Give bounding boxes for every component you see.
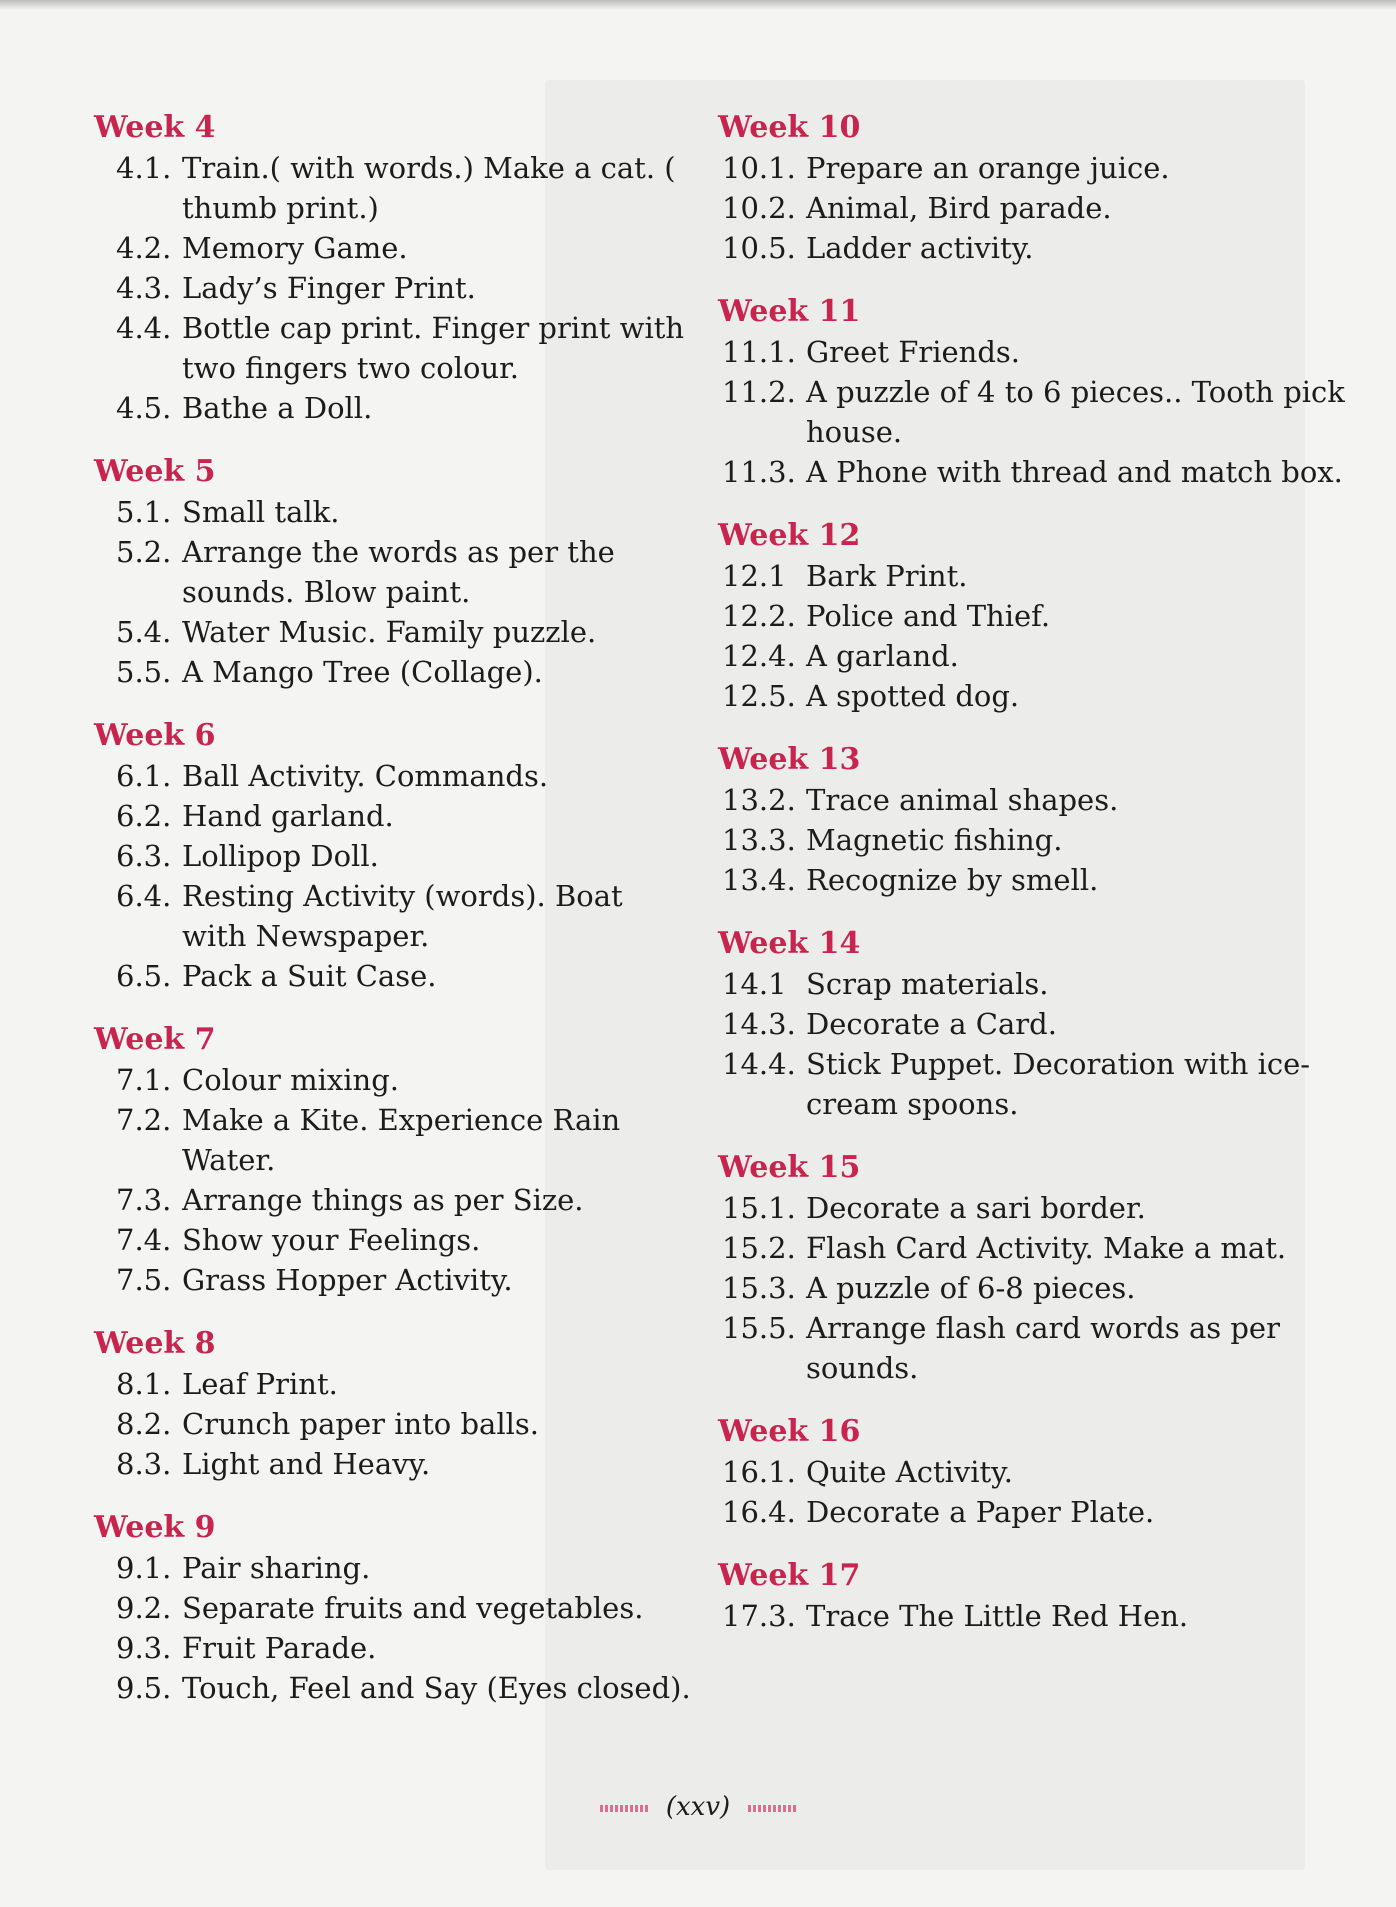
activity-number: 16.4. bbox=[722, 1495, 796, 1529]
activity-item bbox=[718, 556, 1358, 596]
activity-number: 4.3. bbox=[116, 271, 172, 305]
activity-text: Fruit Parade. bbox=[182, 1631, 377, 1665]
activity-number: 12.1 bbox=[722, 559, 787, 593]
activity-text: A Mango Tree (Collage). bbox=[182, 655, 543, 689]
footer-ornament-right bbox=[748, 1805, 796, 1812]
activity-text: Water Music. Family puzzle. bbox=[182, 615, 597, 649]
activity-item bbox=[94, 652, 694, 692]
activity-number: 14.1 bbox=[722, 967, 787, 1001]
week-title: Week 7 bbox=[94, 1022, 216, 1057]
week-title: Week 13 bbox=[718, 742, 861, 777]
activity-number: 15.5. bbox=[722, 1311, 796, 1345]
activity-item bbox=[94, 532, 694, 612]
activity-item bbox=[94, 148, 694, 228]
week-section bbox=[94, 718, 694, 996]
activity-item bbox=[718, 452, 1358, 492]
activity-number: 5.5. bbox=[116, 655, 172, 689]
activity-text: Make a Kite. Experience Rain Water. bbox=[182, 1103, 621, 1177]
activity-number: 9.5. bbox=[116, 1671, 172, 1705]
activity-text: A garland. bbox=[806, 639, 959, 673]
activity-text: Ball Activity. Commands. bbox=[182, 759, 549, 793]
activity-text: Hand garland. bbox=[182, 799, 394, 833]
activity-item bbox=[94, 1588, 694, 1628]
activity-number: 11.2. bbox=[722, 375, 796, 409]
activity-text: Resting Activity (words). Boat with Newspaper. bbox=[182, 879, 623, 953]
activity-text: Arrange the words as per the sounds. Blow paint. bbox=[182, 535, 615, 609]
footer-ornament-left bbox=[600, 1805, 648, 1812]
activity-text: Light and Heavy. bbox=[182, 1447, 431, 1481]
week-section bbox=[718, 110, 1358, 268]
activity-text: Magnetic fishing. bbox=[806, 823, 1063, 857]
activity-number: 10.2. bbox=[722, 191, 796, 225]
activity-item bbox=[718, 964, 1358, 1004]
activity-text: Quite Activity. bbox=[806, 1455, 1013, 1489]
activity-text: Stick Puppet. Decoration with ice-cream spoons. bbox=[806, 1047, 1311, 1121]
week-section bbox=[718, 926, 1358, 1124]
activity-item bbox=[94, 1548, 694, 1588]
activity-number: 12.5. bbox=[722, 679, 796, 713]
activity-item bbox=[94, 1260, 694, 1300]
activity-item bbox=[718, 596, 1358, 636]
activity-number: 10.1. bbox=[722, 151, 796, 185]
activity-item bbox=[718, 188, 1358, 228]
activity-number: 6.5. bbox=[116, 959, 172, 993]
week-title: Week 5 bbox=[94, 454, 216, 489]
activity-text: Pack a Suit Case. bbox=[182, 959, 437, 993]
activity-text: Scrap materials. bbox=[806, 967, 1049, 1001]
left-column bbox=[94, 110, 694, 1734]
activity-item bbox=[718, 1228, 1358, 1268]
week-title: Week 4 bbox=[94, 110, 216, 145]
activity-number: 9.3. bbox=[116, 1631, 172, 1665]
activity-number: 7.2. bbox=[116, 1103, 172, 1137]
activity-number: 5.1. bbox=[116, 495, 172, 529]
week-title: Week 11 bbox=[718, 294, 861, 329]
activity-text: Lollipop Doll. bbox=[182, 839, 379, 873]
activity-number: 8.2. bbox=[116, 1407, 172, 1441]
week-section bbox=[718, 1558, 1358, 1636]
activity-text: Animal, Bird parade. bbox=[806, 191, 1112, 225]
activity-item bbox=[94, 1404, 694, 1444]
activity-text: Decorate a Paper Plate. bbox=[806, 1495, 1155, 1529]
activity-text: A spotted dog. bbox=[806, 679, 1020, 713]
activity-number: 4.2. bbox=[116, 231, 172, 265]
activity-text: Memory Game. bbox=[182, 231, 408, 265]
activity-item bbox=[718, 1044, 1358, 1124]
activity-item bbox=[94, 388, 694, 428]
activity-number: 15.3. bbox=[722, 1271, 796, 1305]
activity-number: 11.1. bbox=[722, 335, 796, 369]
activity-item bbox=[94, 612, 694, 652]
activity-text: Train.( with words.) Make a cat. ( thumb print.) bbox=[182, 151, 676, 225]
activity-item bbox=[94, 1220, 694, 1260]
activity-text: Bathe a Doll. bbox=[182, 391, 373, 425]
week-title: Week 16 bbox=[718, 1414, 861, 1449]
activity-item bbox=[94, 1668, 694, 1708]
activity-item bbox=[94, 1060, 694, 1100]
activity-number: 7.4. bbox=[116, 1223, 172, 1257]
activity-text: A puzzle of 6-8 pieces. bbox=[806, 1271, 1136, 1305]
activity-item bbox=[718, 1596, 1358, 1636]
activity-item bbox=[718, 636, 1358, 676]
week-section bbox=[94, 1022, 694, 1300]
activity-item bbox=[718, 1452, 1358, 1492]
page-top-edge bbox=[0, 0, 1396, 10]
week-title: Week 10 bbox=[718, 110, 861, 145]
activity-number: 13.4. bbox=[722, 863, 796, 897]
activity-number: 15.1. bbox=[722, 1191, 796, 1225]
activity-number: 16.1. bbox=[722, 1455, 796, 1489]
activity-text: Police and Thief. bbox=[806, 599, 1051, 633]
activity-number: 5.2. bbox=[116, 535, 172, 569]
activity-text: Crunch paper into balls. bbox=[182, 1407, 539, 1441]
activity-text: Pair sharing. bbox=[182, 1551, 371, 1585]
activity-item bbox=[718, 780, 1358, 820]
week-title: Week 17 bbox=[718, 1558, 861, 1593]
activity-item bbox=[94, 268, 694, 308]
activity-text: Prepare an orange juice. bbox=[806, 151, 1170, 185]
week-title: Week 14 bbox=[718, 926, 861, 961]
activity-item bbox=[94, 492, 694, 532]
activity-item bbox=[718, 372, 1358, 452]
activity-text: Flash Card Activity. Make a mat. bbox=[806, 1231, 1287, 1265]
right-column bbox=[718, 110, 1358, 1662]
activity-number: 6.1. bbox=[116, 759, 172, 793]
week-section bbox=[94, 110, 694, 428]
week-title: Week 9 bbox=[94, 1510, 216, 1545]
activity-number: 6.3. bbox=[116, 839, 172, 873]
activity-item bbox=[94, 876, 694, 956]
activity-text: Small talk. bbox=[182, 495, 340, 529]
activity-item bbox=[94, 1444, 694, 1484]
activity-text: Recognize by smell. bbox=[806, 863, 1099, 897]
activity-number: 7.3. bbox=[116, 1183, 172, 1217]
activity-text: Bark Print. bbox=[806, 559, 968, 593]
week-title: Week 8 bbox=[94, 1326, 216, 1361]
activity-text: Leaf Print. bbox=[182, 1367, 338, 1401]
week-section bbox=[94, 1510, 694, 1708]
activity-item bbox=[718, 1308, 1358, 1388]
activity-item bbox=[718, 1268, 1358, 1308]
activity-number: 4.5. bbox=[116, 391, 172, 425]
week-section bbox=[94, 454, 694, 692]
week-section bbox=[718, 518, 1358, 716]
activity-item bbox=[94, 228, 694, 268]
activity-text: Separate fruits and vegetables. bbox=[182, 1591, 644, 1625]
activity-text: Decorate a sari border. bbox=[806, 1191, 1146, 1225]
activity-text: Arrange flash card words as per sounds. bbox=[806, 1311, 1280, 1385]
activity-number: 14.3. bbox=[722, 1007, 796, 1041]
activity-number: 9.2. bbox=[116, 1591, 172, 1625]
activity-item bbox=[94, 1100, 694, 1180]
activity-item bbox=[94, 1628, 694, 1668]
activity-item bbox=[94, 756, 694, 796]
week-title: Week 6 bbox=[94, 718, 216, 753]
activity-number: 12.2. bbox=[722, 599, 796, 633]
activity-text: Show your Feelings. bbox=[182, 1223, 481, 1257]
activity-item bbox=[718, 1004, 1358, 1044]
activity-text: Bottle cap print. Finger print with two fingers two colour. bbox=[182, 311, 685, 385]
activity-number: 7.1. bbox=[116, 1063, 172, 1097]
activity-number: 11.3. bbox=[722, 455, 796, 489]
page-footer bbox=[0, 1792, 1396, 1822]
activity-item bbox=[718, 676, 1358, 716]
activity-item bbox=[94, 1364, 694, 1404]
activity-item bbox=[718, 860, 1358, 900]
activity-item bbox=[94, 956, 694, 996]
activity-item bbox=[94, 796, 694, 836]
activity-text: Decorate a Card. bbox=[806, 1007, 1057, 1041]
activity-number: 12.4. bbox=[722, 639, 796, 673]
activity-item bbox=[94, 308, 694, 388]
activity-item bbox=[718, 1188, 1358, 1228]
week-section bbox=[718, 294, 1358, 492]
activity-number: 15.2. bbox=[722, 1231, 796, 1265]
activity-text: A puzzle of 4 to 6 pieces.. Tooth pick house. bbox=[806, 375, 1345, 449]
activity-number: 8.3. bbox=[116, 1447, 172, 1481]
activity-number: 4.4. bbox=[116, 311, 172, 345]
activity-text: Grass Hopper Activity. bbox=[182, 1263, 513, 1297]
activity-number: 6.4. bbox=[116, 879, 172, 913]
activity-text: Arrange things as per Size. bbox=[182, 1183, 584, 1217]
activity-number: 4.1. bbox=[116, 151, 172, 185]
activity-item bbox=[718, 820, 1358, 860]
week-section bbox=[718, 742, 1358, 900]
week-title: Week 15 bbox=[718, 1150, 861, 1185]
activity-number: 5.4. bbox=[116, 615, 172, 649]
activity-text: Greet Friends. bbox=[806, 335, 1020, 369]
activity-text: Trace animal shapes. bbox=[806, 783, 1119, 817]
activity-text: Touch, Feel and Say (Eyes closed). bbox=[182, 1671, 691, 1705]
activity-item bbox=[718, 148, 1358, 188]
activity-item bbox=[94, 1180, 694, 1220]
activity-item bbox=[718, 332, 1358, 372]
activity-number: 10.5. bbox=[722, 231, 796, 265]
activity-number: 13.3. bbox=[722, 823, 796, 857]
week-section bbox=[718, 1150, 1358, 1388]
activity-text: Lady’s Finger Print. bbox=[182, 271, 476, 305]
week-section bbox=[94, 1326, 694, 1484]
activity-number: 13.2. bbox=[722, 783, 796, 817]
activity-text: Colour mixing. bbox=[182, 1063, 400, 1097]
week-section bbox=[718, 1414, 1358, 1532]
activity-item bbox=[94, 836, 694, 876]
activity-item bbox=[718, 1492, 1358, 1532]
activity-number: 7.5. bbox=[116, 1263, 172, 1297]
activity-number: 17.3. bbox=[722, 1599, 796, 1633]
activity-text: A Phone with thread and match box. bbox=[806, 455, 1343, 489]
page-number: (xxv) bbox=[665, 1792, 731, 1822]
activity-number: 14.4. bbox=[722, 1047, 796, 1081]
activity-number: 8.1. bbox=[116, 1367, 172, 1401]
activity-text: Trace The Little Red Hen. bbox=[806, 1599, 1189, 1633]
week-title: Week 12 bbox=[718, 518, 861, 553]
activity-number: 6.2. bbox=[116, 799, 172, 833]
activity-item bbox=[718, 228, 1358, 268]
activity-text: Ladder activity. bbox=[806, 231, 1034, 265]
activity-number: 9.1. bbox=[116, 1551, 172, 1585]
